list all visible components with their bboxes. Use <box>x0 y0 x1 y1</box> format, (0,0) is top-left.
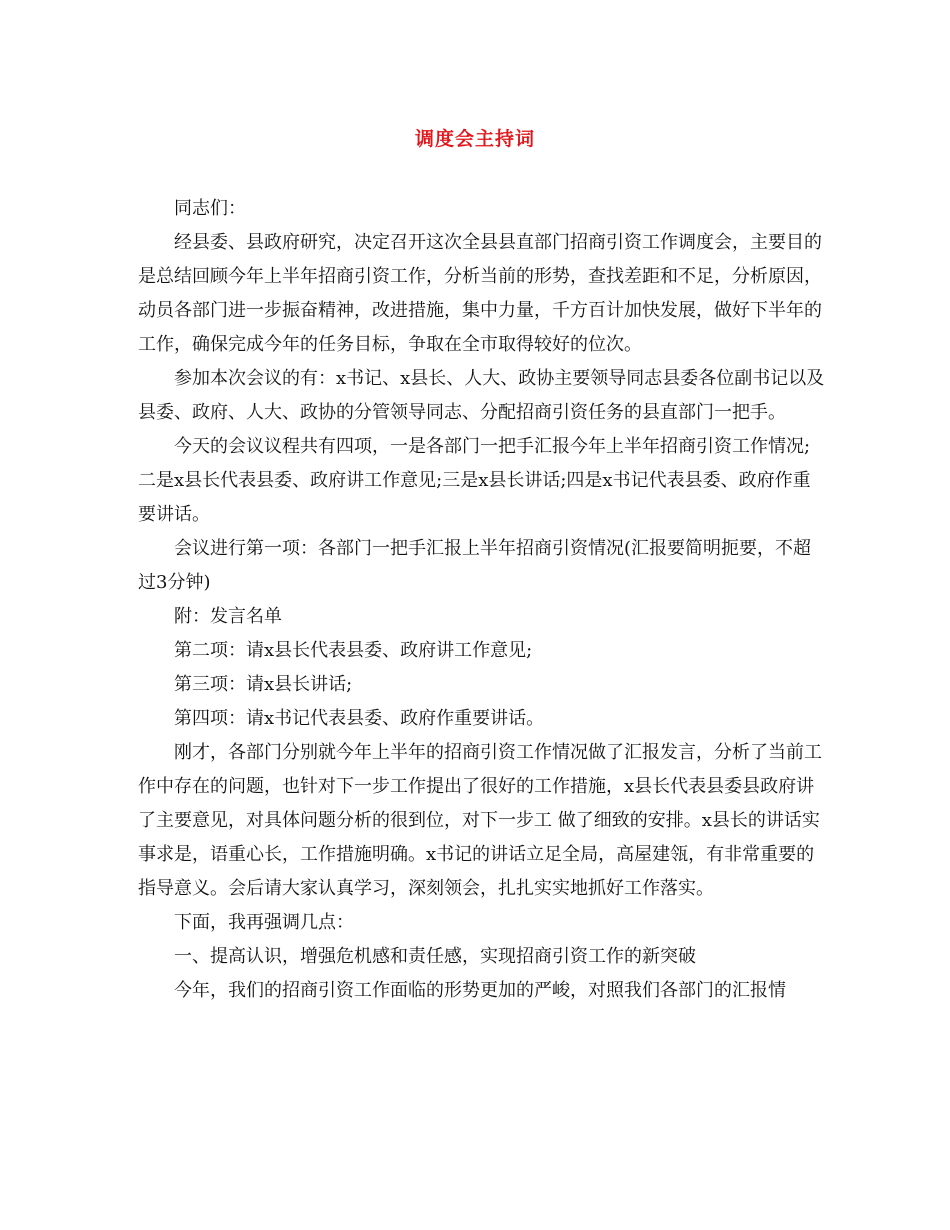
paragraph-item-three: 第三项：请x县长讲话; <box>174 674 353 695</box>
document-title: 调度会主持词 <box>414 128 535 150</box>
paragraph-item-two: 第二项：请x县长代表县委、政府讲工作意见; <box>174 640 533 661</box>
paragraph-attendees: 参加本次会议的有：x书记、x县长、人大、政协主要领导同志县委各位副书记以及县委、政府、人大、政协的分管领导同志、分配招商引资任务的县直部门一把手。 <box>138 368 825 423</box>
paragraph-point-one-body: 今年，我们的招商引资工作面临的形势更加的严峻，对照我们各部门的汇报情 <box>174 980 786 1001</box>
paragraph-item-four: 第四项：请x书记代表县委、政府作重要讲话。 <box>174 708 545 729</box>
paragraph-speaker-list: 附：发言名单 <box>174 606 282 627</box>
paragraph-emphasis-intro: 下面，我再强调几点： <box>174 912 354 933</box>
paragraph-point-one-heading: 一、提高认识，增强危机感和责任感，实现招商引资工作的新突破 <box>174 946 696 967</box>
paragraph-agenda: 今天的会议议程共有四项，一是各部门一把手汇报今年上半年招商引资工作情况;二是x县长代表县委、政府讲工作意见;三是x县长讲话;四是x书记代表县委、政府作重要讲话。 <box>138 436 811 525</box>
paragraph-salutation: 同志们： <box>174 198 246 219</box>
paragraph-item-one: 会议进行第一项：各部门一把手汇报上半年招商引资情况(汇报要简明扼要，不超过3分钟) <box>138 538 812 593</box>
paragraph-summary: 刚才，各部门分别就今年上半年的招商引资工作情况做了汇报发言，分析了当前工作中存在的问题，也针对下一步工作提出了很好的工作措施，x县长代表县委县政府讲了主要意见，对具体问题分析的很到位，对下一步工 做了细致的安排。x县长的讲话实事求是，语重心长，工作措施明确。x书记的讲话立足全局，高屋建瓴，有非常重要的指导意义。会后请大家认真学习，深刻领会，扎扎实实地抓好工作落实。 <box>138 742 822 899</box>
paragraph-meeting-purpose: 经县委、县政府研究，决定召开这次全县县直部门招商引资工作调度会，主要目的是总结回顾今年上半年招商引资工作，分析当前的形势，查找差距和不足，分析原因，动员各部门进一步振奋精神，改进措施，集中力量，千方百计加快发展，做好下半年的工作，确保完成今年的任务目标，争取在全市取得较好的位次。 <box>138 232 822 355</box>
document-body <box>138 192 828 1008</box>
